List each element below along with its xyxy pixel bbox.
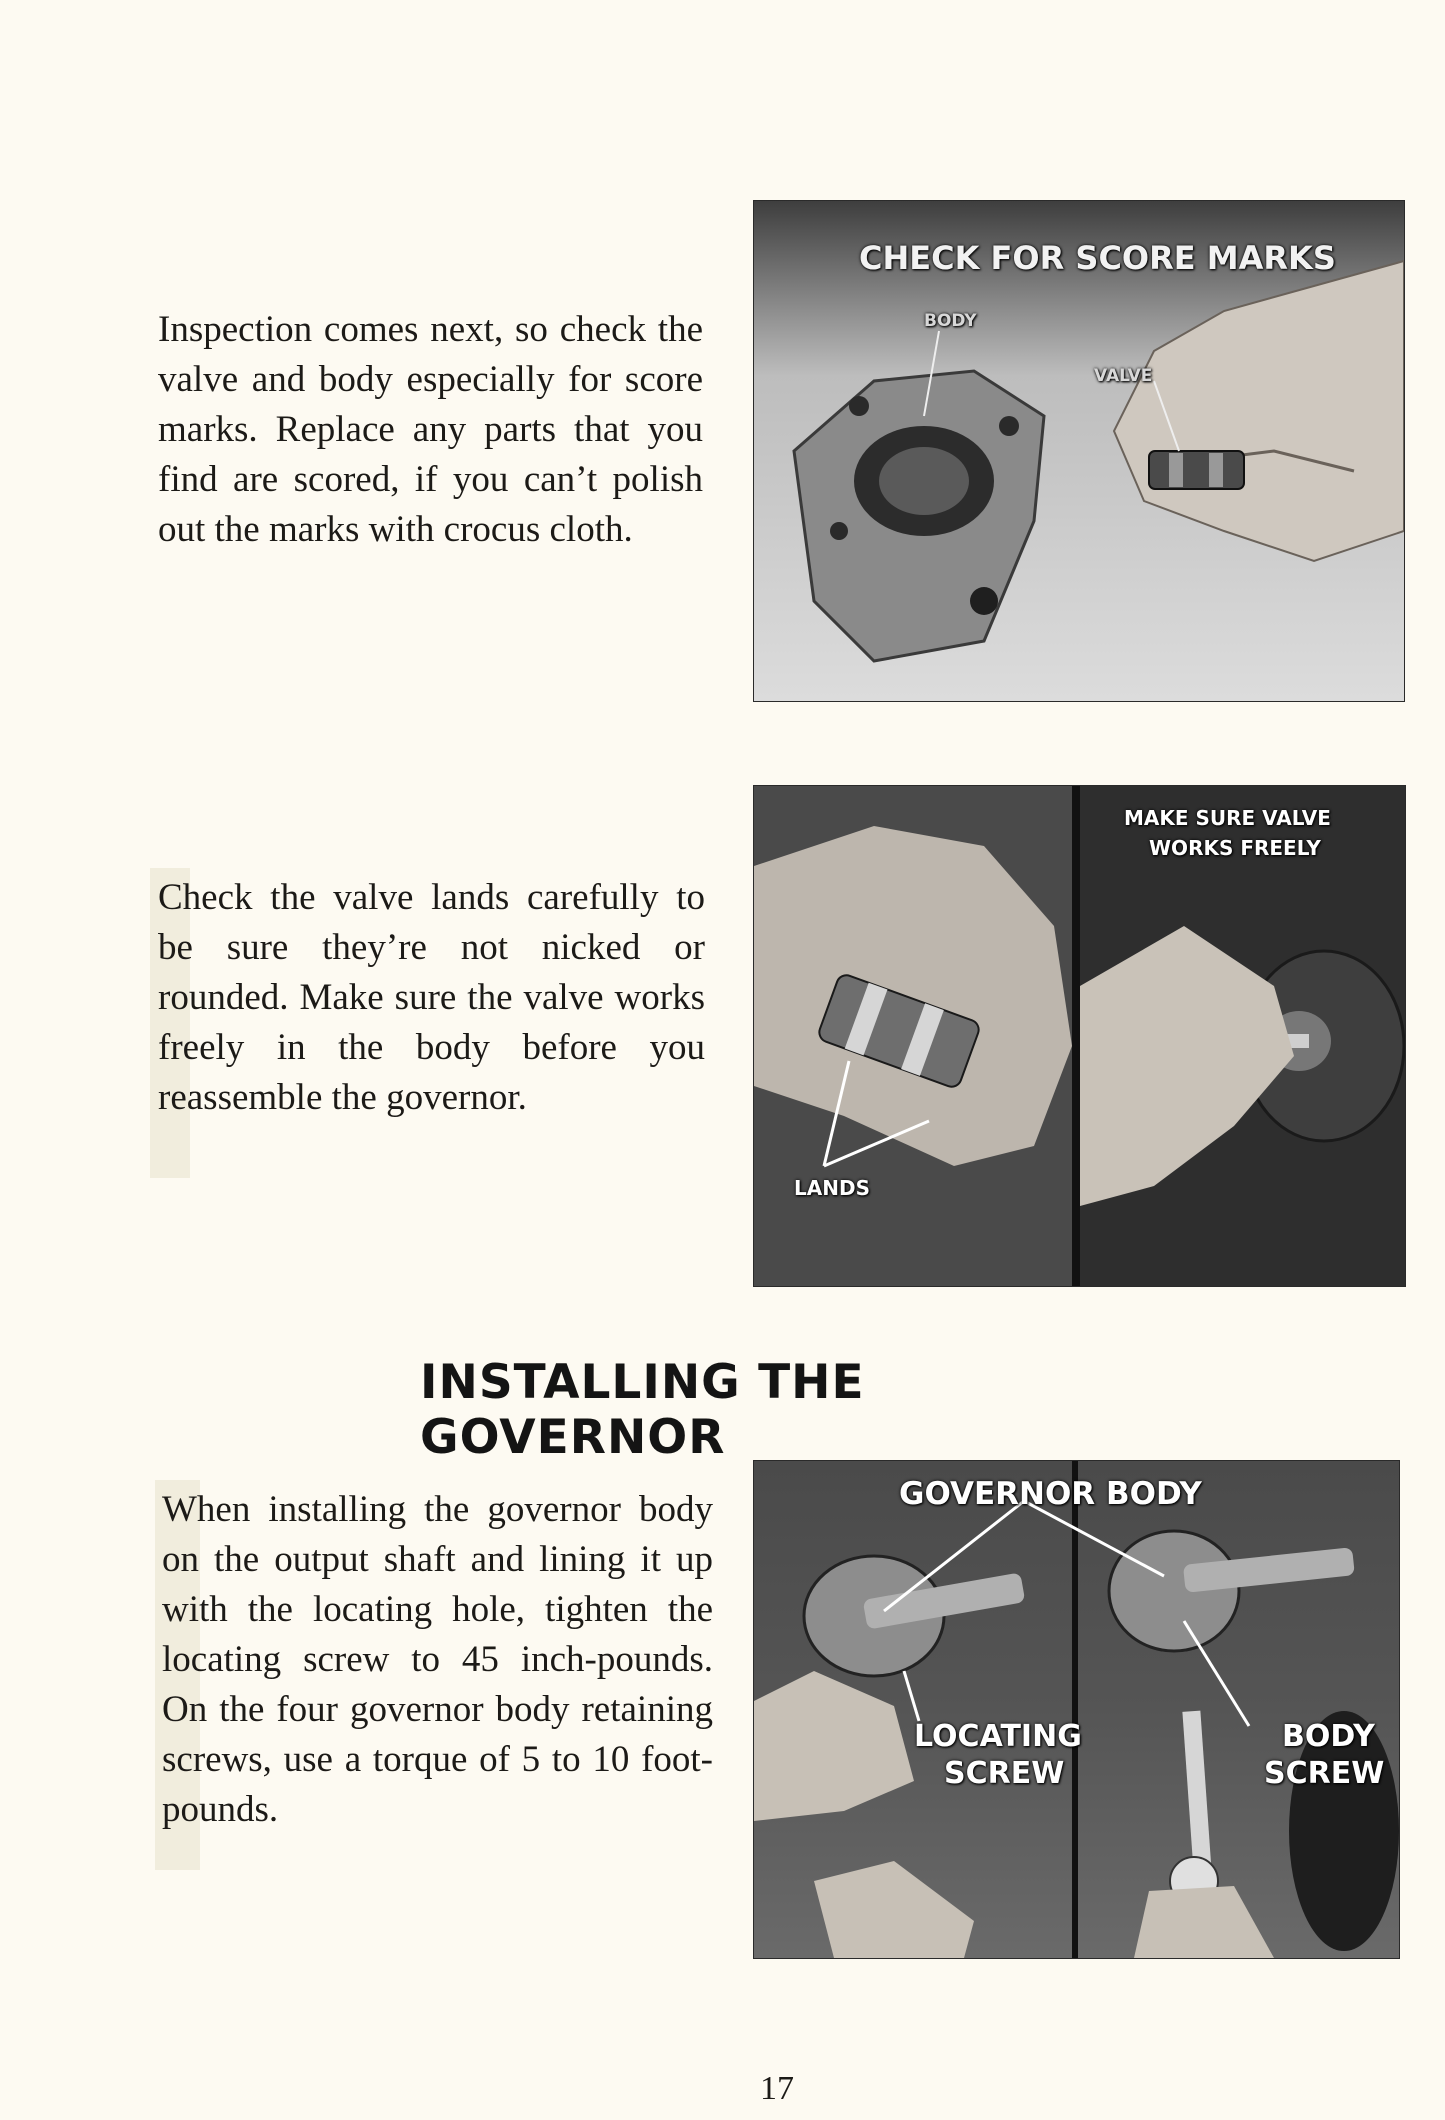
installing-paragraph: When installing the governor body on the output shaft and lining it up with the locating hole, tighten the locating screw to 45 inch-pounds. On the four governor body retaining screws, use a torque of 5 to 10 foot-pounds.	[162, 1489, 713, 1830]
valve-lands-illustration	[754, 786, 1405, 1286]
valve-label: VALVE	[1094, 366, 1153, 386]
governor-install-photo	[753, 1460, 1400, 1959]
lands-label: LANDS	[794, 1176, 870, 1200]
score-marks-photo	[753, 200, 1405, 702]
locating-screw-label-line1: LOCATING	[914, 1719, 1082, 1754]
valve-lands-paragraph: Check the valve lands carefully to be sure they’re not nicked or rounded. Make sure the valve works freely in the body before you reassemble the governor.	[158, 877, 705, 1118]
body-screw-label-line2: SCREW	[1264, 1756, 1385, 1791]
governor-body-title: GOVERNOR BODY	[899, 1476, 1202, 1512]
valve-lands-photo	[753, 785, 1406, 1287]
page-number: 17	[760, 2070, 794, 2107]
section-heading: INSTALLING THE GOVERNOR	[420, 1355, 865, 1465]
score-marks-title: CHECK FOR SCORE MARKS	[859, 239, 1336, 277]
body-label: BODY	[924, 311, 977, 331]
works-freely-title-line1: MAKE SURE VALVE	[1124, 806, 1331, 830]
inspection-paragraph: Inspection comes next, so check the valve and body especially for score marks. Replace any parts that you find are scored, if you can’t polish out the marks with crocus cloth.	[158, 309, 703, 550]
body-screw-label-line1: BODY	[1282, 1719, 1375, 1754]
locating-screw-label-line2: SCREW	[944, 1756, 1065, 1791]
governor-install-illustration	[754, 1461, 1399, 1958]
works-freely-title-line2: WORKS FREELY	[1149, 836, 1321, 860]
